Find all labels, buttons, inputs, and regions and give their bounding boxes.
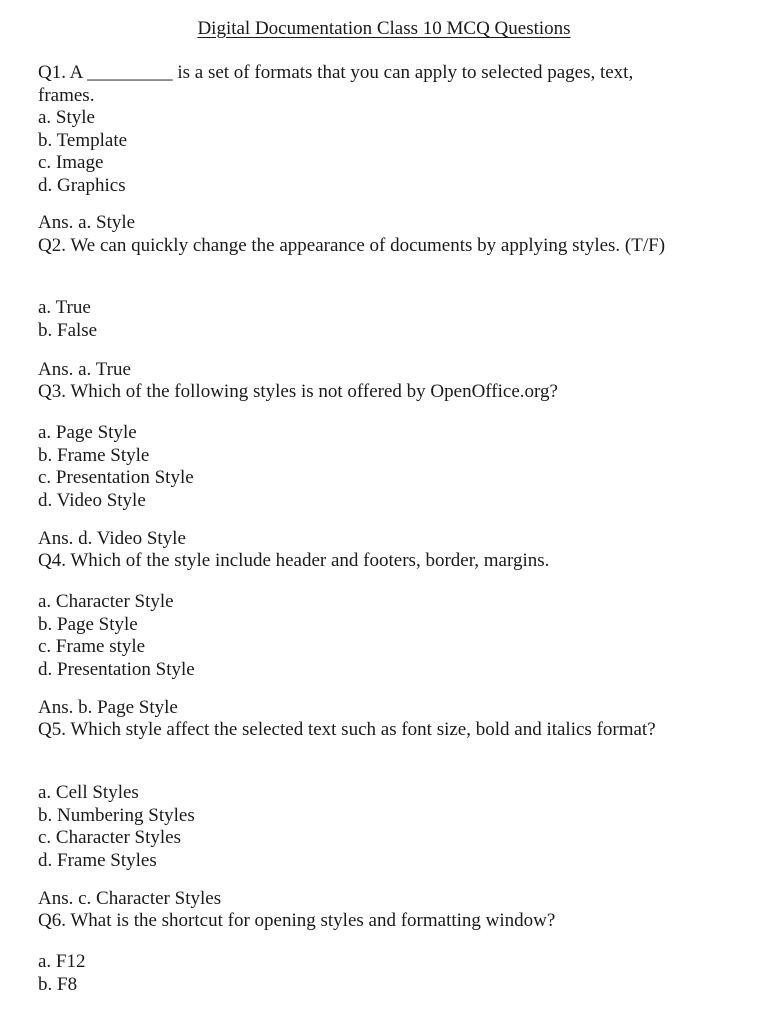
question-2-text: Q2. We can quickly change the appearance of documents by applying styles. (T/F) (38, 235, 666, 256)
option: d. Frame Styles (38, 849, 157, 871)
answer-1: Ans. a. Style (38, 212, 136, 233)
option: b. Numbering Styles (38, 804, 195, 826)
question-3-options (38, 422, 688, 512)
question-5-options (38, 782, 688, 872)
question-5-text: Q5. Which style affect the selected text such as font size, bold and italics format? (38, 719, 656, 740)
option: a. Style (38, 107, 95, 128)
answer-2: Ans. a. True (38, 359, 131, 380)
option: b. Page Style (38, 613, 138, 635)
option: a. Character Style (38, 591, 174, 612)
option: b. False (38, 319, 98, 341)
question-4-options (38, 591, 688, 681)
option: c. Frame style (38, 636, 146, 657)
option: b. Frame Style (38, 444, 150, 466)
answer-5: Ans. c. Character Styles (38, 888, 222, 909)
option: a. True (38, 297, 91, 318)
question-4-text: Q4. Which of the style include header and footers, border, margins. (38, 550, 550, 571)
option: d. Graphics (38, 174, 126, 196)
question-6-options (38, 951, 688, 996)
answer-4: Ans. b. Page Style (38, 697, 178, 718)
option: c. Character Styles (38, 827, 181, 848)
option: b. Template (38, 129, 128, 151)
question-3-text: Q3. Which of the following styles is not offered by OpenOffice.org? (38, 381, 558, 402)
question-1-text: Q1. A _________ is a set of formats that you can apply to selected pages, text, frames. (38, 62, 634, 106)
option: a. Page Style (38, 422, 137, 443)
option: c. Image (38, 152, 104, 173)
page-title: Digital Documentation Class 10 MCQ Questions (197, 18, 571, 39)
question-6-text: Q6. What is the shortcut for opening styles and formatting window? (38, 910, 556, 931)
option: b. F8 (38, 973, 78, 995)
option: a. Cell Styles (38, 782, 139, 803)
option: d. Presentation Style (38, 658, 195, 680)
question-1-options (38, 107, 688, 197)
answer-3: Ans. d. Video Style (38, 528, 186, 549)
question-2-options (38, 297, 688, 342)
option: a. F12 (38, 951, 86, 972)
option: c. Presentation Style (38, 467, 194, 488)
option: d. Video Style (38, 489, 146, 511)
